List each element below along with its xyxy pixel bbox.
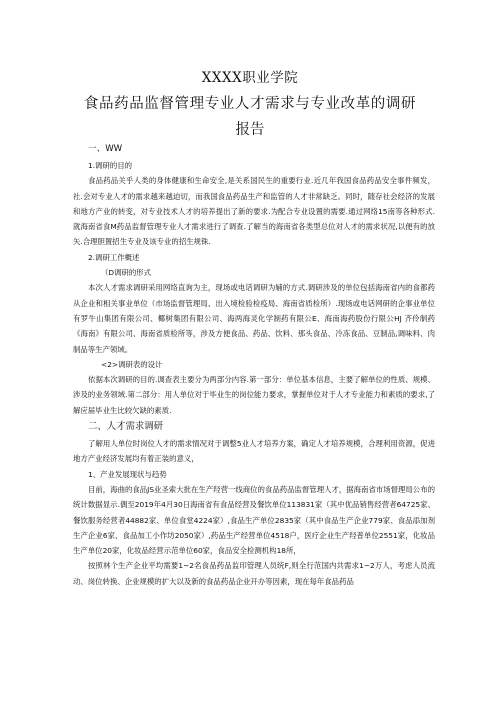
- subheading-overview: 2.调研工作概述: [88, 252, 140, 262]
- paragraph-demand-intro: 了解用人单位时岗位人才的需求情况对于调整5业人才培养方案，确定人才培养规模，合理利用资源，促进地方产业经济发展均有着正装的意义，: [73, 439, 435, 464]
- subheading-survey-design: <2>调研表的设计: [101, 359, 163, 369]
- section-heading-2: 二、人才需求调研: [88, 421, 164, 433]
- document-body: [73, 140, 435, 589]
- paragraph-form: 本次人才需求调研采用网络直询为主，现场或电话调研为辅的方式.调研涉及的单位包括海南省内的食都药从企业和相关事业单位（市场监督管理局、出入境检验检疫局、海南省质检所）.现场或电话网研的企事业单位有罗牛山集团有限公司、椰树集团有限公司、海两海灵化学制药有限公E、海南海药股份行限公HJ 齐伶制药《海南》有限公司、海南省质检所等，涉及方便食品、药品、饮料、那头食品、冷冻食品、豆制品,调味料、肉制品等生产领域。: [73, 283, 435, 354]
- report-title-line-1: 食品药品监督管理专业人才需求与专业改革的调研: [83, 96, 417, 112]
- paragraph-purpose: 食品药品关乎人类的身体健康和生命安全,是关系国民生的重要行业.近几年我国食品药品安全事件频发，社.会对专业人才的需求越来越迫切，而我国食品药品生产和监管的人才非常缺乏。同时，随存社会经济的发展和地方产业的转变，对专业技术人才的培养提出了新的要求.为配合专业设置的需要.通过网络15南等各种形式.就海南省食M药品监督管理专业人才需求进行了调查.了解当的海南省各类型总位对人才的需求状况,以便有的放矢.合理胆置招生专业及该专业的招生规铢.: [73, 176, 435, 247]
- section-heading-1: 一、WW: [88, 144, 123, 154]
- subheading-purpose: 1.调研的目的: [88, 161, 133, 170]
- paragraph-industry: 目前，海曲的食品JS业圣索大批在生产羟营一线商位的食品药品监督管理人才，据海南省市场督理局公布的统计数据显示.偶至2019年4月30日海南省有食品经营及餐饮单位113831家（其中优品销售经营者64725家、餐饮服务经营者44882家、单位食堂4224家）,食品生产单位2835家（其中食品生产企业779家、食品添加剂生产企业6家、食品加工小作坊2050家）,药品生产经营单位4518户，医疗企业生产羟普单位2551家，化妆品生产单位20家，化妆品经营示范单位60家，食品安全检测机构18所，: [73, 484, 435, 556]
- subheading-form: （D调研的形式: [101, 268, 152, 278]
- paragraph-estimate: 按照林个生产企业平均需要1~2名食品药品监印管理人员统F,则全行范国内共需求1~2万人，考虑人员流动、岗位转换、企业规模的扩大以及新的食品药品企业开办等因素，现在每年食品药品: [73, 561, 435, 586]
- school-name: XXXX职业学院: [201, 70, 299, 86]
- paragraph-survey-design: 依据本次调研的目的.调查表主要分为两部分内容.第一部分：单位基本信息，主要了解单位的性质、规模、涉及的业务领域.第二部分：用人单位对于毕业生的岗位能力要求，掌握单位对于人才专业能力和素质的要求,了解应届毕业生比较欠缺的素质.: [73, 375, 435, 415]
- report-title-line-2: 报告: [235, 122, 265, 138]
- subheading-industry: 1、产业发展现状与趋势: [88, 469, 167, 479]
